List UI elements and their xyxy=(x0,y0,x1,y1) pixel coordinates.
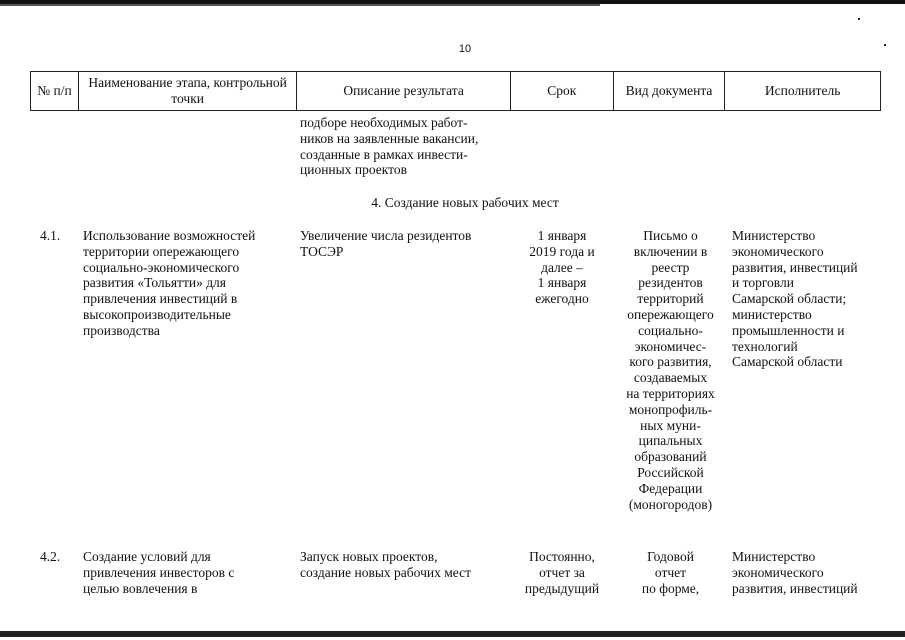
row-4-2-stage: Создание условий для привлечения инвесторов с целью вовлечения в xyxy=(83,549,235,596)
row-4-2-result: Запуск новых проектов, создание новых рабочих мест xyxy=(300,549,471,580)
bottom-scan-edge xyxy=(0,631,905,637)
header-result-label: Описание результата xyxy=(343,83,464,99)
row-4-2-term: Постоянно, отчет за предыдущий xyxy=(524,549,600,596)
top-scan-edge-secondary xyxy=(0,4,600,6)
header-executor-label: Исполнитель xyxy=(764,83,841,99)
header-term xyxy=(511,72,614,110)
header-num-label: № п/п xyxy=(37,83,72,99)
header-doc-type-label: Вид документа xyxy=(625,83,713,99)
row-4-2-num: 4.2. xyxy=(40,549,61,564)
row-4-2-executor: Министерство экономического развития, инвестиций xyxy=(732,549,858,596)
scan-speck xyxy=(884,44,886,46)
row-4-1-num: 4.1. xyxy=(40,228,61,243)
header-result xyxy=(297,72,510,110)
header-term-label: Срок xyxy=(547,83,577,99)
row-4-1-executor: Министерство экономического развития, инвестиций и торговли Самарской области; министерство промышленности и технологий Самарской области xyxy=(732,228,858,370)
section-title: 4. Создание новых рабочих мест xyxy=(371,195,559,210)
row-4-2-doc-type: Годовой отчет по форме, xyxy=(641,549,700,596)
row-4-1-term: 1 января 2019 года и далее – 1 января ежегодно xyxy=(529,228,595,307)
header-executor xyxy=(725,72,880,110)
row-4-1-stage: Использование возможностей территории опережающего социально-экономического развития «Тольятти» для привлечения инвестиций в высокопроизводительные производства xyxy=(83,228,256,338)
row-4-1-result: Увеличение числа резидентов ТОСЭР xyxy=(300,228,472,259)
header-stage xyxy=(79,72,297,110)
header-doc-type xyxy=(614,72,726,110)
header-stage-label: Наименование этапа, контрольной точки xyxy=(88,75,287,106)
carryover-result-text: подборе необходимых работ- ников на заявленные вакансии, созданные в рамках инвести- ционных проектов xyxy=(300,115,479,178)
row-4-1-doc-type: Письмо о включении в реестр резидентов территорий опережающего социально- экономичес- кого развития, создаваемых на территориях монопрофиль- ных муни- ципальных образований Российской Федерации (моногородов) xyxy=(626,228,715,512)
table-header xyxy=(30,71,881,111)
page-number: 10 xyxy=(458,43,472,55)
header-num xyxy=(31,72,79,110)
scan-speck xyxy=(858,18,860,20)
